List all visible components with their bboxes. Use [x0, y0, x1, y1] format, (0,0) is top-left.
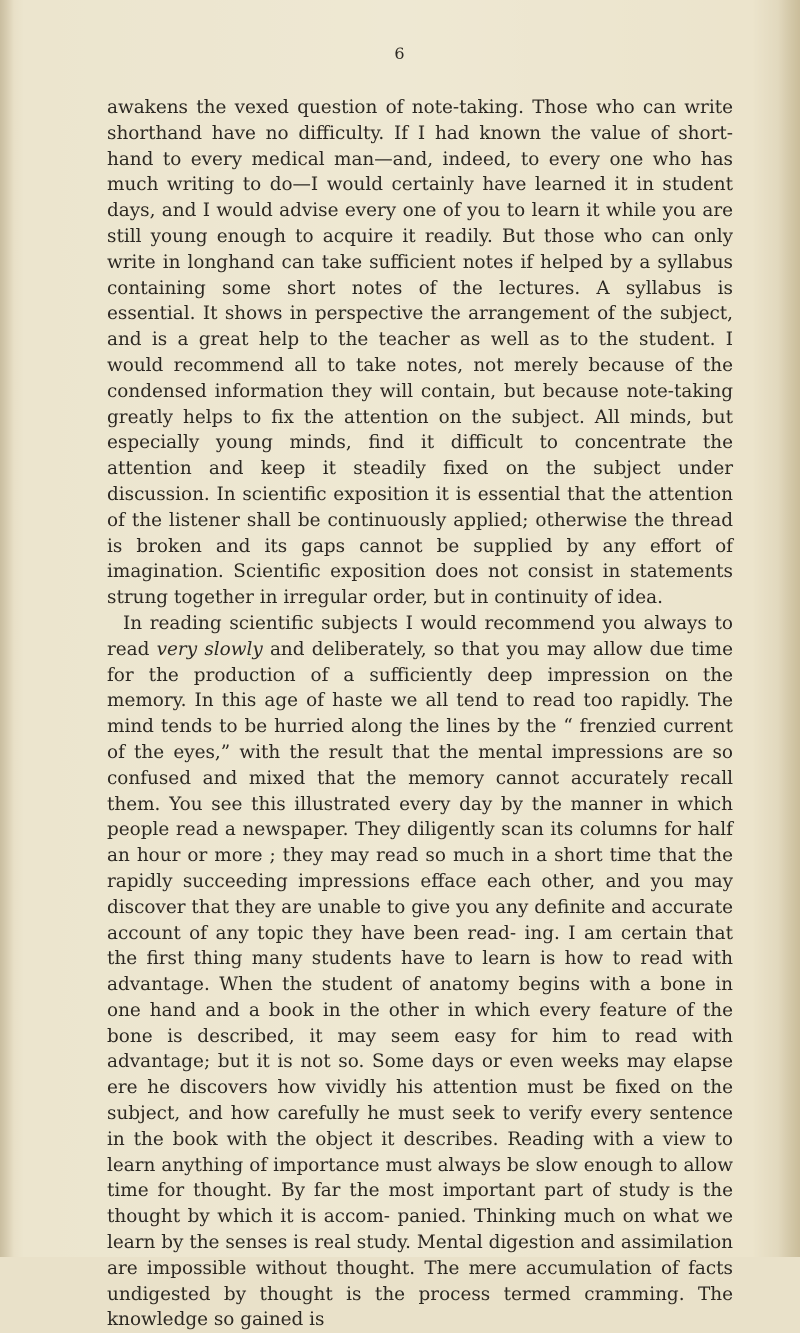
- paragraph-reading-rest: and deliberately, so that you may allow due time for the production of a sufficiently deep impression on the memory. In this age of haste we all tend to read too rapidly. The mind tends to be hurried along the lines by the “ frenzied current of the eyes,” with the result that the mental impressions are so confused and mixed that the memory cannot accurately recall them. You see this illustrated every day by the manner in which people read a newspaper. They diligently scan its columns for half an hour or more ; they may read so much in a short time that the rapidly succeeding impressions efface each other, and you may discover that they are unable to give you any definite and accurate account of any topic they have been read- ing. I am certain that the first thing many students have to learn is how to read with advantage. When the student of anatomy begins with a bone in one hand and a book in the other in which every feature of the bone is described, it may seem easy for him to read with advantage; but it is not so. Some days or even weeks may elapse ere he discovers how vividly his attention must be fixed on the subject, and how carefully he must seek to verify every sentence in the book with the object it describes. Reading with a view to learn anything of importance must always be slow enough to allow time for thought. By far the most important part of study is the thought by which it is accom- panied. Thinking much on what we learn by the senses is real study. Mental digestion and assimilation are impossible without thought. The mere accumulation of facts undigested by thought is the process termed cramming. The knowledge so gained is: [107, 638, 733, 1331]
- page-gutter-shadow: [0, 0, 14, 1257]
- emphasis-very-slowly: very slowly: [156, 638, 263, 660]
- paragraph-reading-start: In reading scientific subjects I would recommend you always to read: [107, 612, 733, 660]
- paragraph-note-taking: awakens the vexed question of note-taking. Those who can write shorthand have no difficulty. If I had known the value of short- hand to every medical man—and, indeed, to every one who has much writing to do—I would certainly have learned it in student days, and I would advise every one of you to learn it while you are still young enough to acquire it readily. But those who can only write in longhand can take sufficient notes if helped by a syllabus containing some short notes of the lectures. A syllabus is essential. It shows in perspective the arrangement of the subject, and is a great help to the teacher as well as to the student. I would recommend all to take notes, not merely because of the condensed information they will contain, but because note-taking greatly helps to fix the attention on the subject. All minds, but especially young minds, find it difficult to concentrate the attention and keep it steadily fixed on the subject under discussion. In scientific exposition it is essential that the attention of the listener shall be continuously applied; otherwise the thread is broken and its gaps cannot be supplied by any effort of imagination. Scientific exposition does not consist in statements strung together in irregular order, but in continuity of idea.: [107, 97, 733, 609]
- paragraph-reading: [107, 611, 733, 1333]
- page-number: 6: [394, 44, 406, 63]
- body-text: [107, 95, 733, 1333]
- page-edge-shadow: [778, 0, 800, 1257]
